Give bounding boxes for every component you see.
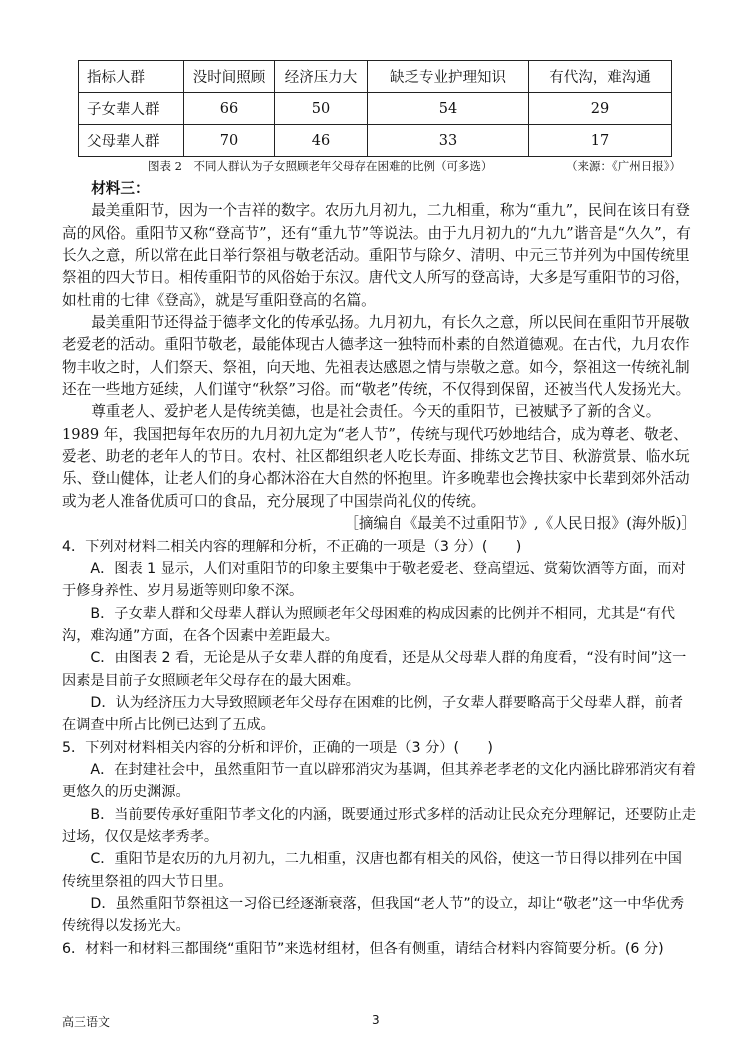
table-cell: 46 xyxy=(275,125,368,157)
question-4-option-d: D．认为经济压力大导致照顾老年父母存在困难的比例，子女辈人群要略高于父母辈人群，前者在调查中所占比例已达到了五成。 xyxy=(62,694,684,734)
question-4-stem: 4．下列对材料二相关内容的理解和分析，不正确的一项是（3 分）( ) xyxy=(62,538,522,555)
material3-citation: ［摘编自《最美不过重阳节》,《人民日报》(海外版)］ xyxy=(344,515,696,533)
material3-heading: 材料三： xyxy=(91,180,150,197)
table-cell: 70 xyxy=(184,125,275,157)
table-header-row xyxy=(79,61,672,93)
material3-paragraph-3: 尊重老人、爱护老人是传统美德，也是社会责任。今天的重阳节，已被赋予了新的含义。1989 年，我国把每年农历的九月初九定为“老人节”，传统与现代巧妙地结合，成为尊老、敬老、爱老、助老的老年人的节日。农村、社区都组织老人吃长寿面、排练文艺节目、秋游赏景、临水玩乐、登山健体，让老人们的身心都沐浴在大自然的怀抱里。许多晚辈也会搀扶家中长辈到郊外活动或为老人准备优质可口的食品，充分展现了中国崇尚礼仪的传统。 xyxy=(62,403,690,510)
question-4-option-c: C．由图表 2 看，无论是从子女辈人群的角度看，还是从父母辈人群的角度看，“没有时间”这一因素是目前子女照顾老年父母存在的最大困难。 xyxy=(62,650,687,689)
table-row-label: 父母辈人群 xyxy=(79,125,184,157)
table-cell: 33 xyxy=(368,125,529,157)
exam-body xyxy=(62,178,696,960)
table-header-cell: 没时间照顾 xyxy=(184,61,275,93)
table-caption-text: 图表 2 不同人群认为子女照顾老年父母存在困难的比例（可多选） xyxy=(148,159,493,173)
table-header-cell: 指标人群 xyxy=(79,61,184,93)
table-header-cell: 缺乏专业护理知识 xyxy=(368,61,529,93)
table-row xyxy=(79,93,672,125)
table-cell: 66 xyxy=(184,93,275,125)
question-5-option-c: C．重阳节是农历的九月初九，二九相重，汉唐也都有相关的风俗，使这一节日得以排列在中国传统里祭祖的四大节日里。 xyxy=(62,851,682,890)
question-4-option-b: B．子女辈人群和父母辈人群认为照顾老年父母困难的构成因素的比例并不相同，尤其是“有代沟，难沟通”方面，在各个因素中差距最大。 xyxy=(62,605,675,644)
question-5-option-a: A．在封建社会中，虽然重阳节一直以辟邪消灾为基调，但其养老孝老的文化内涵比辟邪消灾有着更悠久的历史渊源。 xyxy=(62,761,696,801)
question-5-option-d: D．虽然重阳节祭祖这一习俗已经逐渐衰落，但我国“老人节”的设立，却让“敬老”这一中华优秀传统得以发扬光大。 xyxy=(62,896,685,935)
table-cell: 17 xyxy=(529,125,672,157)
table-caption xyxy=(148,158,681,174)
table-source: （来源：《广州日报》） xyxy=(566,159,681,173)
table-cell: 50 xyxy=(275,93,368,125)
footer-page-number: 3 xyxy=(372,1013,380,1027)
question-5-option-b: B．当前要传承好重阳节孝文化的内涵，既要通过形式多样的活动让民众充分理解记，还要防止走过场，仅仅是炫孝秀孝。 xyxy=(62,806,697,845)
question-6-stem: 6．材料一和材料三都围绕“重阳节”来选材组材，但各有侧重，请结合材料内容简要分析。(6 分) xyxy=(62,940,664,957)
question-5-stem: 5．下列对材料相关内容的分析和评价，正确的一项是（3 分）( ) xyxy=(62,739,493,756)
table-cell: 54 xyxy=(368,93,529,125)
material3-paragraph-2: 最美重阳节还得益于德孝文化的传承弘扬。九月初九，有长久之意，所以民间在重阳节开展敬老爱老的活动。重阳节敬老，最能体现古人德孝这一独特而朴素的自然道德观。在古代，九月农作物丰收之时，人们祭天、祭祖，向天地、先祖表达感恩之情与崇敬之意。如今，祭祖这一传统礼制还在一些地方延续，人们谨守“秋祭”习俗。而“敬老”传统，不仅得到保留，还被当代人发扬光大。 xyxy=(62,314,691,399)
stats-table xyxy=(78,60,672,157)
table-row-label: 子女辈人群 xyxy=(79,93,184,125)
question-4-option-a: A．图表 1 显示，人们对重阳节的印象主要集中于敬老爱老、登高望远、赏菊饮酒等方面，而对于修身养性、岁月易逝等则印象不深。 xyxy=(62,560,686,600)
footer-subject: 高三语文 xyxy=(62,1015,111,1029)
table-header-cell: 有代沟，难沟通 xyxy=(529,61,672,93)
material3-paragraph-1: 最美重阳节，因为一个吉祥的数字。农历九月初九，二九相重，称为“重九”，民间在该日有登高的风俗。重阳节又称“登高节”，还有“重九节”等说法。由于九月初九的“九九”谐音是“久久”，有长久之意，所以常在此日举行祭祖与敬老活动。重阳节与除夕、清明、中元三节并列为中国传统里祭祖的四大节日。相传重阳节的风俗始于东汉。唐代文人所写的登高诗，大多是写重阳节的习俗，如杜甫的七律《登高》，就是写重阳登高的名篇。 xyxy=(62,202,691,309)
table-row xyxy=(79,125,672,157)
table-header-cell: 经济压力大 xyxy=(275,61,368,93)
table-cell: 29 xyxy=(529,93,672,125)
